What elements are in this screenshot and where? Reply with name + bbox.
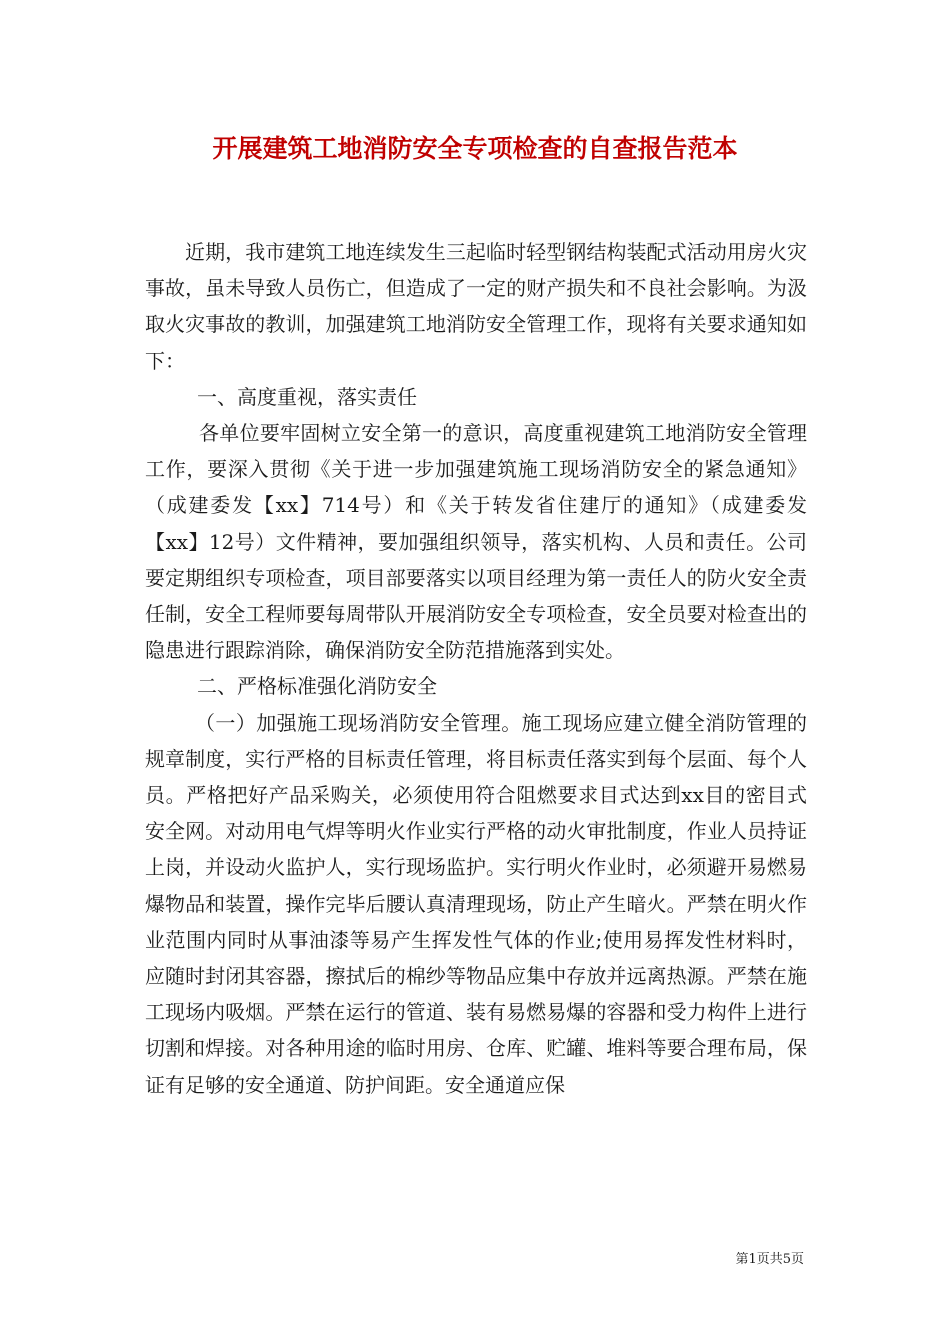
section-heading-2: 二、严格标准强化消防安全 bbox=[197, 674, 437, 699]
section-2-paragraph: （一）加强施工现场消防安全管理。施工现场应建立健全消防管理的规章制度，实行严格的目标责任管理，将目标责任落实到每个层面、每个人员。严格把好产品采购关，必须使用符合阻燃要求目式达到xx目的密目式安全网。对动用电气焊等明火作业实行严格的动火审批制度，作业人员持证上岗，并设动火监护人，实行现场监护。实行明火作业时，必须避开易燃易爆物品和装置，操作完毕后腰认真清理现场，防止产生暗火。严禁在明火作业范围内同时从事油漆等易产生挥发性气体的作业;使用易挥发性材料时，应随时封闭其容器，擦拭后的棉纱等物品应集中存放并远离热源。严禁在施工现场内吸烟。严禁在运行的管道、装有易燃易爆的容器和受力构件上进行切割和焊接。对各种用途的临时用房、仓库、贮罐、堆料等要合理布局，保证有足够的安全通道、防护间距。安全通道应保 bbox=[145, 710, 807, 1097]
document-title: 开展建筑工地消防安全专项检查的自查报告范本 bbox=[212, 134, 738, 163]
intro-paragraph: 近期，我市建筑工地连续发生三起临时轻型钢结构装配式活动用房火灾事故，虽未导致人员伤亡，但造成了一定的财产损失和不良社会影响。为汲取火灾事故的教训，加强建筑工地消防安全管理工作，现将有关要求通知如下： bbox=[145, 240, 807, 373]
section-heading-1: 一、高度重视，落实责任 bbox=[197, 384, 417, 409]
section-1-paragraph: 各单位要牢固树立安全第一的意识，高度重视建筑工地消防安全管理工作，要深入贯彻《关于进一步加强建筑施工现场消防安全的紧急通知》（成建委发【xx】714号）和《关于转发省住建厅的通知》（成建委发【xx】12号）文件精神，要加强组织领导，落实机构、人员和责任。公司要定期组织专项检查，项目部要落实以项目经理为第一责任人的防火安全责任制，安全工程师要每周带队开展消防安全专项检查，安全员要对检查出的隐患进行跟踪消除，确保消防安全防范措施落到实处。 bbox=[145, 421, 807, 663]
page-number-footer: 第1页共5页 bbox=[735, 1252, 804, 1267]
document-body bbox=[145, 234, 807, 1103]
